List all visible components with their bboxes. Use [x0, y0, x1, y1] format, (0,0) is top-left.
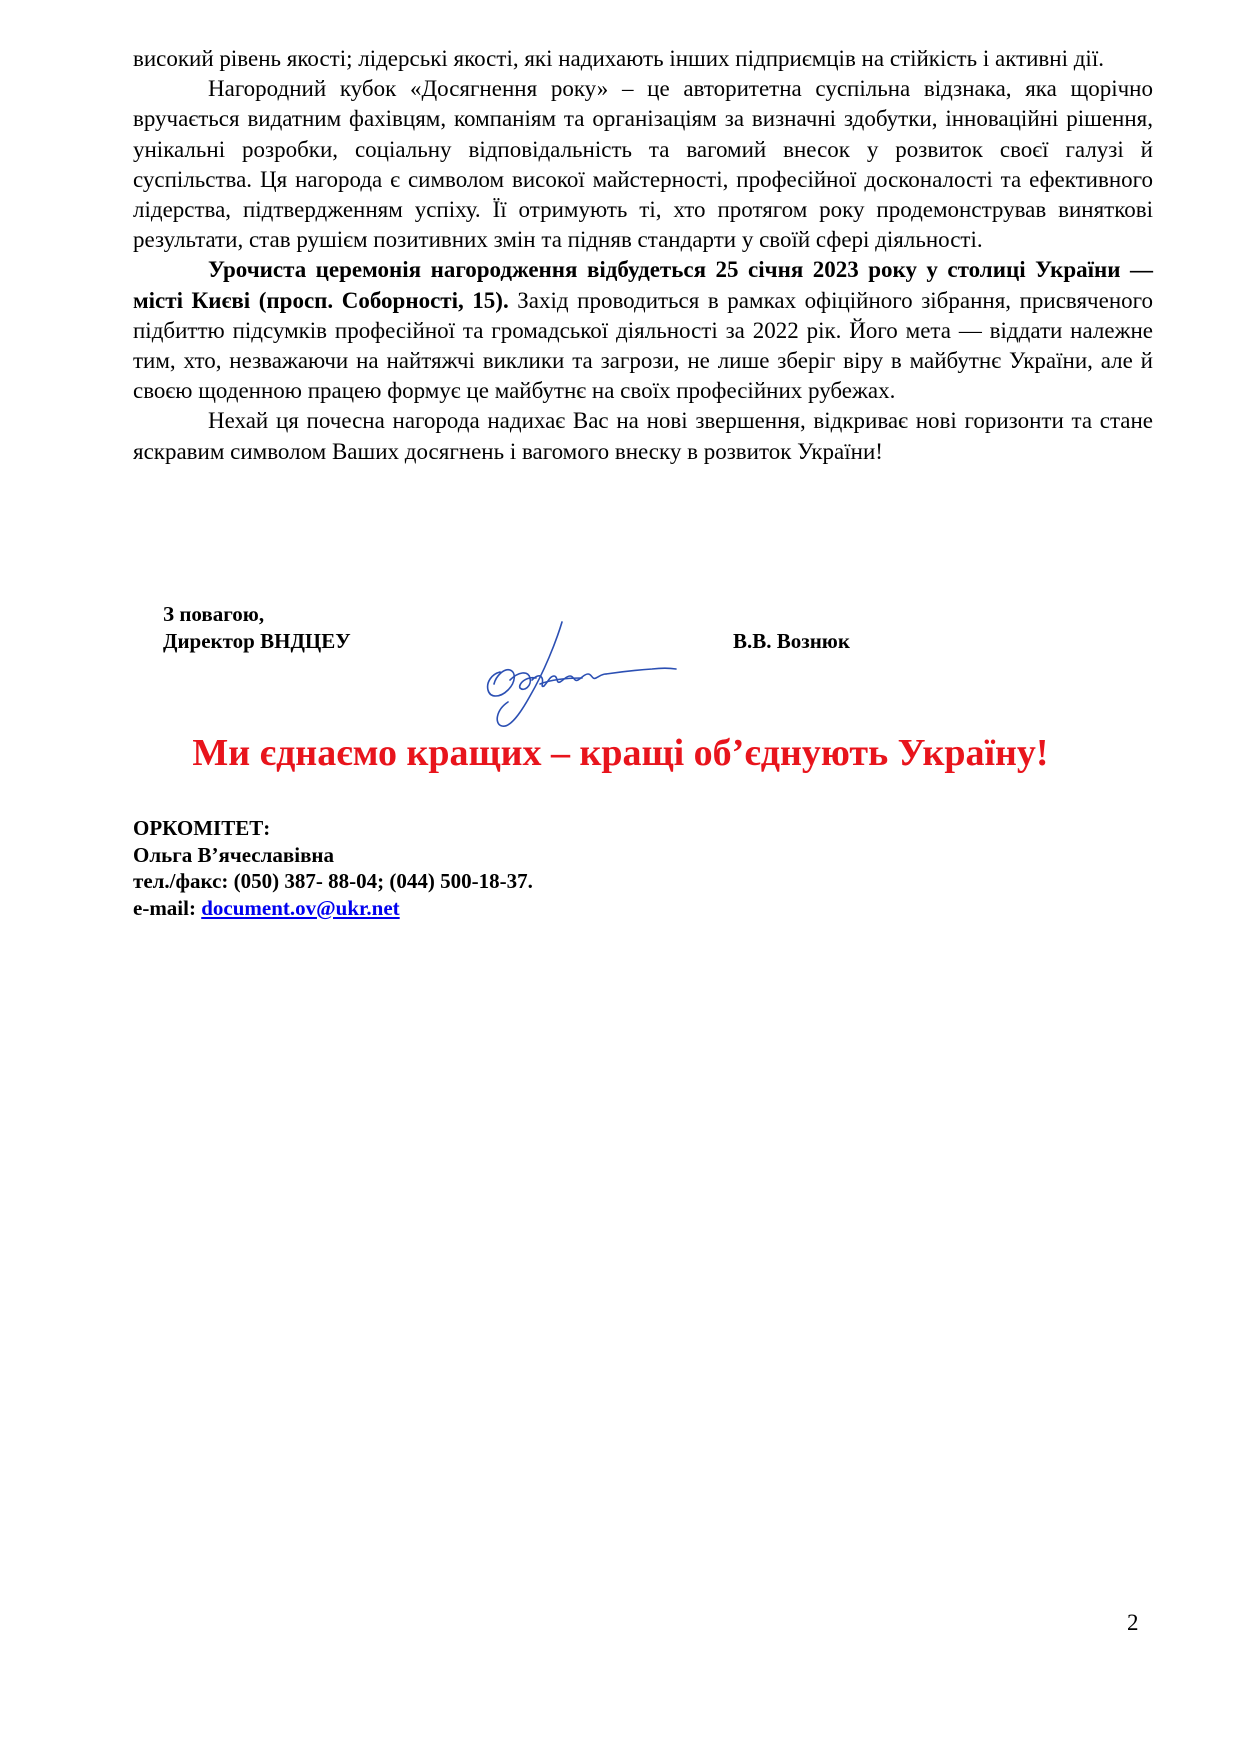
paragraph-continuation: високий рівень якості; лідерські якості, які надихають інших підприємців на стійкість і активні дії. [133, 46, 1104, 71]
signer-position: Директор ВНДЦЕУ [163, 629, 351, 653]
committee-header: ОРКОМІТЕТ: [133, 816, 271, 840]
regards-text: З повагою, [163, 602, 265, 626]
paragraph-wishes: Нехай ця почесна нагорода надихає Вас на нові звершення, відкриває нові горизонти та стане яскравим символом Ваших досягнень і вагомого внеску в розвиток України! [133, 408, 1153, 464]
email-label: e-mail: [133, 895, 202, 920]
signature-strokes [488, 622, 676, 726]
ceremony-details: Захід проводиться в рамках офіційного зібрання, присвяченого підбиттю підсумків професійної та громадської діяльності за 2022 рік. Його мета — віддати належне тим, хто, незважаючи на найтяжчі виклики та загрози, не лише зберіг віру в майбутнє України, але й своєю щоденною працею формує це майбутнє на своїх професійних рубежах. [133, 287, 1153, 404]
contact-person: Ольга В’ячеславівна [133, 842, 335, 867]
organizing-committee-contacts [133, 815, 533, 921]
contact-email-line [133, 895, 533, 922]
letter-body [133, 44, 1153, 467]
contact-phone: тел./факс: (050) 387- 88-04; (044) 500-18-37. [133, 869, 533, 893]
paragraph-award-description: Нагородний кубок «Досягнення року» – це авторитетна суспільна відзнака, яка щорічно вручається видатним фахівцям, компаніям та організаціям за визначні здобутки, інноваційні рішення, унікальні розробки, соціальну відповідальність та вагомий внесок у розвиток своєї галузі й суспільства. Ця нагорода є символом високої майстерності, професійної досконалості та ефективного лідерства, підтвердженням успіху. Її отримують ті, хто протягом року продемонстрував виняткові результати, став рушієм позитивних змін та підняв стандарти у своїй сфері діяльності. [133, 76, 1153, 253]
signer-name: В.В. Вознюк [733, 629, 850, 653]
ceremony-date-location: Урочиста церемонія нагородження відбудеться 25 січня 2023 року у столиці України — місті Києві (просп. Соборності, 15). [133, 257, 1153, 313]
handwritten-signature [470, 618, 680, 733]
email-link[interactable]: document.ov@ukr.net [201, 895, 400, 920]
paragraph-ceremony [133, 255, 1153, 406]
page-number: 2 [1127, 1610, 1139, 1635]
slogan: Ми єднаємо кращих – кращі об’єднують Україну! [192, 732, 1049, 774]
